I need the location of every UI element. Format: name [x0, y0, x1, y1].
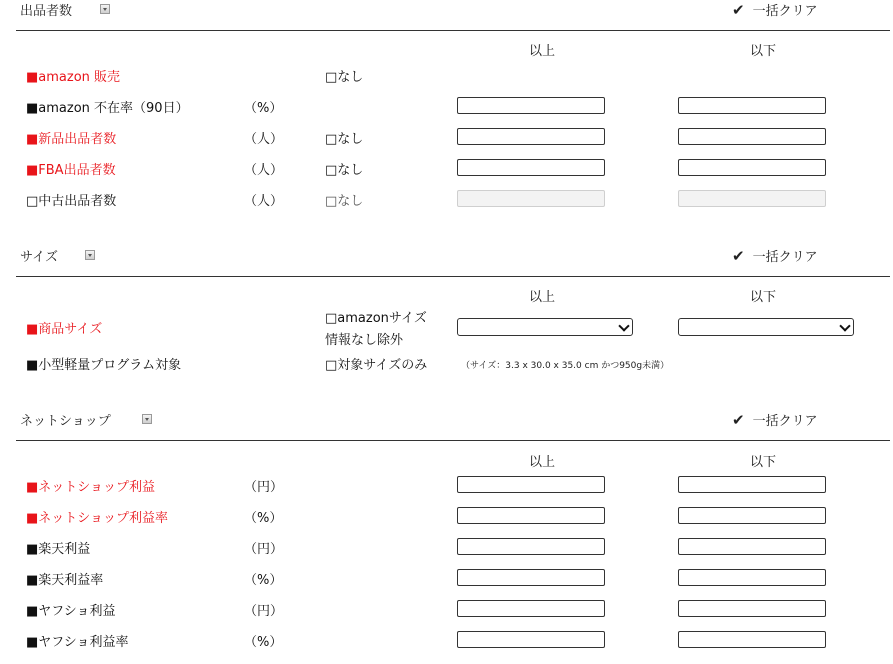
col-header-min: 以上 — [528, 44, 555, 59]
row-unit: （人） — [244, 132, 284, 147]
size-note: （サイズ：3.3 x 30.0 x 35.0 cm かつ950g未満） — [461, 361, 670, 371]
row-label-netshop-margin: ■ネットショップ利益率 — [26, 511, 169, 526]
collapse-toggle-netshop[interactable] — [142, 414, 152, 424]
clear-all-netshop[interactable]: ✔ 一括クリア — [732, 411, 818, 429]
row-label-fba-sellers: ■FBA出品者数 — [26, 163, 116, 178]
row-label-new-sellers: ■新品出品者数 — [26, 132, 117, 147]
row-label-product-size: ■商品サイズ — [26, 322, 103, 337]
col-header-max: 以下 — [749, 455, 776, 470]
checkbox-used-sellers-none[interactable]: □なし — [325, 194, 364, 209]
row-label-yahoo-margin: ■ヤフショ利益率 — [26, 635, 129, 650]
row-label-amazon-sales: ■amazon 販売 — [26, 70, 121, 85]
checkbox-amazon-sales-none[interactable]: □なし — [325, 70, 364, 85]
row-label-small-light: ■小型軽量プログラム対象 — [26, 358, 182, 373]
row-unit: （円） — [244, 604, 284, 619]
checkmark-icon: ✔ — [732, 1, 745, 19]
checkmark-icon: ✔ — [732, 247, 745, 265]
input-used-sellers-min[interactable] — [457, 190, 605, 207]
input-used-sellers-max[interactable] — [678, 190, 826, 207]
row-unit: （%） — [244, 573, 283, 588]
input-netshop-margin-min[interactable] — [457, 507, 605, 524]
input-yahoo-margin-min[interactable] — [457, 631, 605, 648]
input-yahoo-profit-min[interactable] — [457, 600, 605, 617]
row-unit: （人） — [244, 194, 284, 209]
input-fba-sellers-max[interactable] — [678, 159, 826, 176]
input-rakuten-margin-min[interactable] — [457, 569, 605, 586]
input-netshop-profit-min[interactable] — [457, 476, 605, 493]
row-label-netshop-profit: ■ネットショップ利益 — [26, 480, 156, 495]
section-title-sellers: 出品者数 — [20, 4, 73, 19]
checkbox-target-size-only[interactable]: □対象サイズのみ — [325, 358, 428, 373]
checkmark-icon: ✔ — [732, 411, 745, 429]
row-label-rakuten-profit: ■楽天利益 — [26, 542, 91, 557]
section-divider — [16, 440, 890, 441]
section-divider — [16, 276, 890, 277]
chevron-down-icon — [618, 320, 629, 331]
row-unit: （%） — [244, 511, 283, 526]
input-amazon-absence-max[interactable] — [678, 97, 826, 114]
row-label-amazon-absence: ■amazon 不在率（90日） — [26, 101, 189, 116]
collapse-toggle-size[interactable] — [85, 250, 95, 260]
section-title-size: サイズ — [20, 250, 58, 265]
row-unit: （人） — [244, 163, 284, 178]
col-header-min: 以上 — [528, 290, 555, 305]
section-divider — [16, 30, 890, 31]
col-header-min: 以上 — [528, 455, 555, 470]
checkbox-exclude-no-size-line2: 情報なし除外 — [325, 333, 404, 348]
select-size-min[interactable] — [457, 318, 633, 336]
input-new-sellers-min[interactable] — [457, 128, 605, 145]
row-unit: （円） — [244, 542, 284, 557]
section-title-netshop: ネットショップ — [20, 414, 111, 429]
input-rakuten-profit-min[interactable] — [457, 538, 605, 555]
input-netshop-profit-max[interactable] — [678, 476, 826, 493]
row-label-yahoo-profit: ■ヤフショ利益 — [26, 604, 116, 619]
row-label-rakuten-margin: ■楽天利益率 — [26, 573, 104, 588]
input-yahoo-profit-max[interactable] — [678, 600, 826, 617]
col-header-max: 以下 — [749, 44, 776, 59]
input-yahoo-margin-max[interactable] — [678, 631, 826, 648]
input-new-sellers-max[interactable] — [678, 128, 826, 145]
row-unit: （円） — [244, 480, 284, 495]
input-rakuten-margin-max[interactable] — [678, 569, 826, 586]
checkbox-exclude-no-size[interactable]: □amazonサイズ — [325, 311, 427, 326]
input-netshop-margin-max[interactable] — [678, 507, 826, 524]
input-fba-sellers-min[interactable] — [457, 159, 605, 176]
row-unit: （%） — [244, 101, 283, 116]
row-unit: （%） — [244, 635, 283, 650]
checkbox-new-sellers-none[interactable]: □なし — [325, 132, 364, 147]
input-rakuten-profit-max[interactable] — [678, 538, 826, 555]
col-header-max: 以下 — [749, 290, 776, 305]
input-amazon-absence-min[interactable] — [457, 97, 605, 114]
checkbox-fba-sellers-none[interactable]: □なし — [325, 163, 364, 178]
select-size-max[interactable] — [678, 318, 854, 336]
clear-all-size[interactable]: ✔ 一括クリア — [732, 247, 818, 265]
clear-all-sellers[interactable]: ✔ 一括クリア — [732, 1, 818, 19]
collapse-toggle-sellers[interactable] — [100, 4, 110, 14]
row-label-used-sellers: □中古出品者数 — [26, 194, 117, 209]
chevron-down-icon — [839, 320, 850, 331]
